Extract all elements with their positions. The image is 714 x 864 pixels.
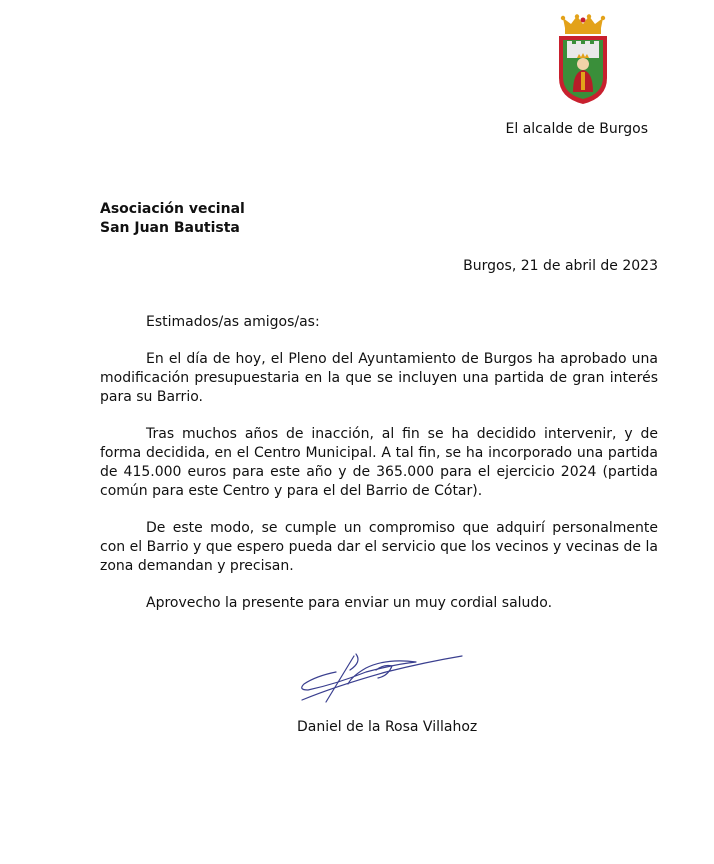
recipient-line-2: San Juan Bautista (100, 220, 240, 236)
burgos-coat-of-arms-icon (555, 14, 611, 106)
recipient-line-1: Asociación vecinal (100, 201, 245, 217)
closing: Aprovecho la presente para enviar un muy cordial saludo. (146, 595, 553, 611)
recipient-block (100, 200, 245, 238)
paragraph-2: Tras muchos años de inacción, al fin se ha decidido intervenir, y de forma decidida, en el Centro Municipal. A tal fin, se ha incorporado una partida de 415.000 euros para este año y de 365.000 para el ejercicio 2024 (partida común para este Centro y para el del Barrio de Cótar). (100, 426, 658, 499)
paragraph-3: De este modo, se cumple un compromiso que adquirí personalmente con el Barrio y que espero pueda dar el servicio que los vecinos y vecinas de la zona demandan y precisan. (100, 520, 658, 574)
handwritten-signature-icon (296, 650, 466, 710)
crown-icon (561, 14, 605, 34)
paragraph-1: En el día de hoy, el Pleno del Ayuntamiento de Burgos ha aprobado una modificación presupuestaria en la que se incluyen una partida de gran interés para su Barrio. (100, 351, 658, 405)
greeting: Estimados/as amigos/as: (146, 314, 320, 330)
letter-body (100, 313, 658, 631)
letter-date: Burgos, 21 de abril de 2023 (463, 258, 658, 274)
sender-title: El alcalde de Burgos (505, 121, 648, 137)
signer-name: Daniel de la Rosa Villahoz (297, 719, 478, 735)
